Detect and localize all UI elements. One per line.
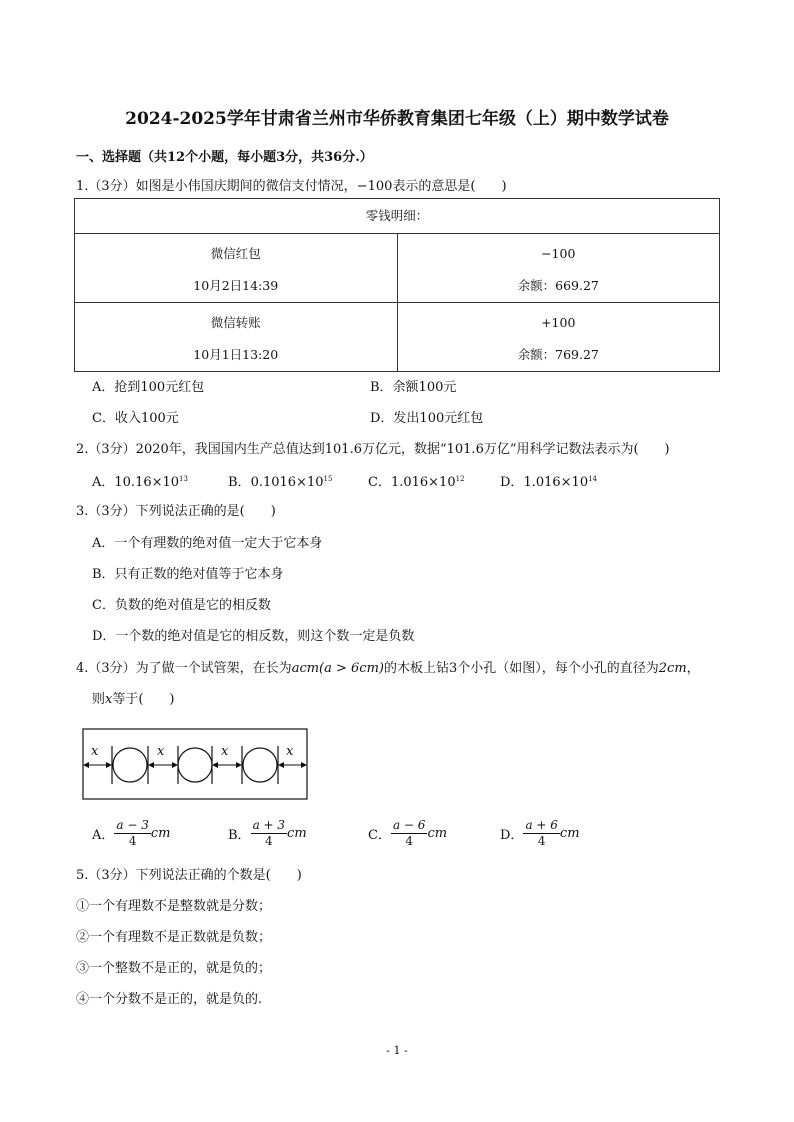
q2-option-d: D．$1.016\times 10^{14}$ bbox=[500, 475, 598, 490]
transaction-balance: 余额：769.27 bbox=[517, 347, 599, 362]
page-number: - 1 - bbox=[386, 1044, 408, 1057]
page-title: 2024-2025学年甘肃省兰州市华侨教育集团七年级（上）期中数学试卷 bbox=[125, 109, 669, 129]
question-3-stem: 3.（3分）下列说法正确的是( ) bbox=[76, 504, 276, 519]
hole bbox=[178, 748, 212, 782]
wechat-payment-table bbox=[74, 198, 720, 372]
hole bbox=[243, 748, 277, 782]
transaction-balance: 余额：669.27 bbox=[517, 278, 599, 293]
test-tube-rack-diagram bbox=[82, 728, 310, 802]
board-outline bbox=[83, 729, 307, 799]
transaction-name: 微信转账 bbox=[210, 315, 261, 330]
transaction-amount: −100 bbox=[541, 246, 576, 261]
q5-statement: ③一个整数不是正的，就是负的； bbox=[76, 961, 272, 976]
q3-option-c: C．负数的绝对值是它的相反数 bbox=[92, 598, 271, 613]
table-row bbox=[75, 303, 720, 372]
x-label: x bbox=[286, 744, 294, 759]
q1-option-d: D．发出100元红包 bbox=[370, 411, 484, 426]
question-1-stem: 1.（3分）如图是小伟国庆期间的微信支付情况，−100表示的意思是( ) bbox=[76, 179, 507, 194]
q1-option-b: B．余额100元 bbox=[370, 380, 457, 395]
q4-option-d: D． $\frac{a + 6}{4}$ cm bbox=[500, 818, 580, 848]
q2-option-b: B．$0.1016\times 10^{15}$ bbox=[228, 475, 333, 490]
transaction-name: 微信红包 bbox=[210, 246, 261, 261]
q4-option-a: A． $\frac{a - 3}{4}$ cm bbox=[92, 818, 171, 848]
x-label: x bbox=[157, 744, 165, 759]
question-4-stem: 4.（3分）为了做一个试管架，在长为acm(a > 6cm)的木板上钻3个小孔（如图），每个小孔的直径为2cm， bbox=[76, 661, 700, 676]
q3-option-a: A．一个有理数的绝对值一定大于它本身 bbox=[92, 536, 323, 551]
q5-statement: ①一个有理数不是整数就是分数； bbox=[76, 899, 272, 914]
question-4-stem-line2: 则x等于( ) bbox=[92, 692, 175, 707]
q2-option-a: A．$10.16\times 10^{13}$ bbox=[92, 475, 188, 490]
q1-option-a: A．抢到100元红包 bbox=[92, 380, 205, 395]
section-heading: 一、选择题（共12个小题，每小题3分，共36分.） bbox=[76, 150, 373, 165]
q3-option-b: B．只有正数的绝对值等于它本身 bbox=[92, 567, 284, 582]
x-label: x bbox=[91, 744, 99, 759]
x-label: x bbox=[221, 744, 229, 759]
transaction-time: 10月1日13:20 bbox=[193, 347, 279, 362]
table-row bbox=[75, 234, 720, 303]
q5-statement: ②一个有理数不是正数就是负数； bbox=[76, 930, 272, 945]
q4-option-c: C． $\frac{a - 6}{4}$ cm bbox=[368, 818, 448, 848]
question-2-stem: 2.（3分）2020年，我国国内生产总值达到101.6万亿元，数据“101.6万亿”用科学记数法表示为( ) bbox=[76, 442, 670, 457]
q3-option-d: D．一个数的绝对值是它的相反数，则这个数一定是负数 bbox=[92, 629, 415, 644]
transaction-time: 10月2日14:39 bbox=[193, 278, 279, 293]
table-header: 零钱明细： bbox=[75, 199, 720, 234]
transaction-amount: +100 bbox=[541, 315, 576, 330]
question-5-stem: 5.（3分）下列说法正确的个数是( ) bbox=[76, 868, 302, 883]
q1-option-c: C．收入100元 bbox=[92, 411, 179, 426]
q2-option-c: C．$1.016\times 10^{12}$ bbox=[368, 475, 465, 490]
hole bbox=[113, 748, 147, 782]
q4-option-b: B． $\frac{a + 3}{4}$ cm bbox=[228, 818, 307, 848]
q5-statement: ④一个分数不是正的，就是负的. bbox=[76, 992, 263, 1007]
